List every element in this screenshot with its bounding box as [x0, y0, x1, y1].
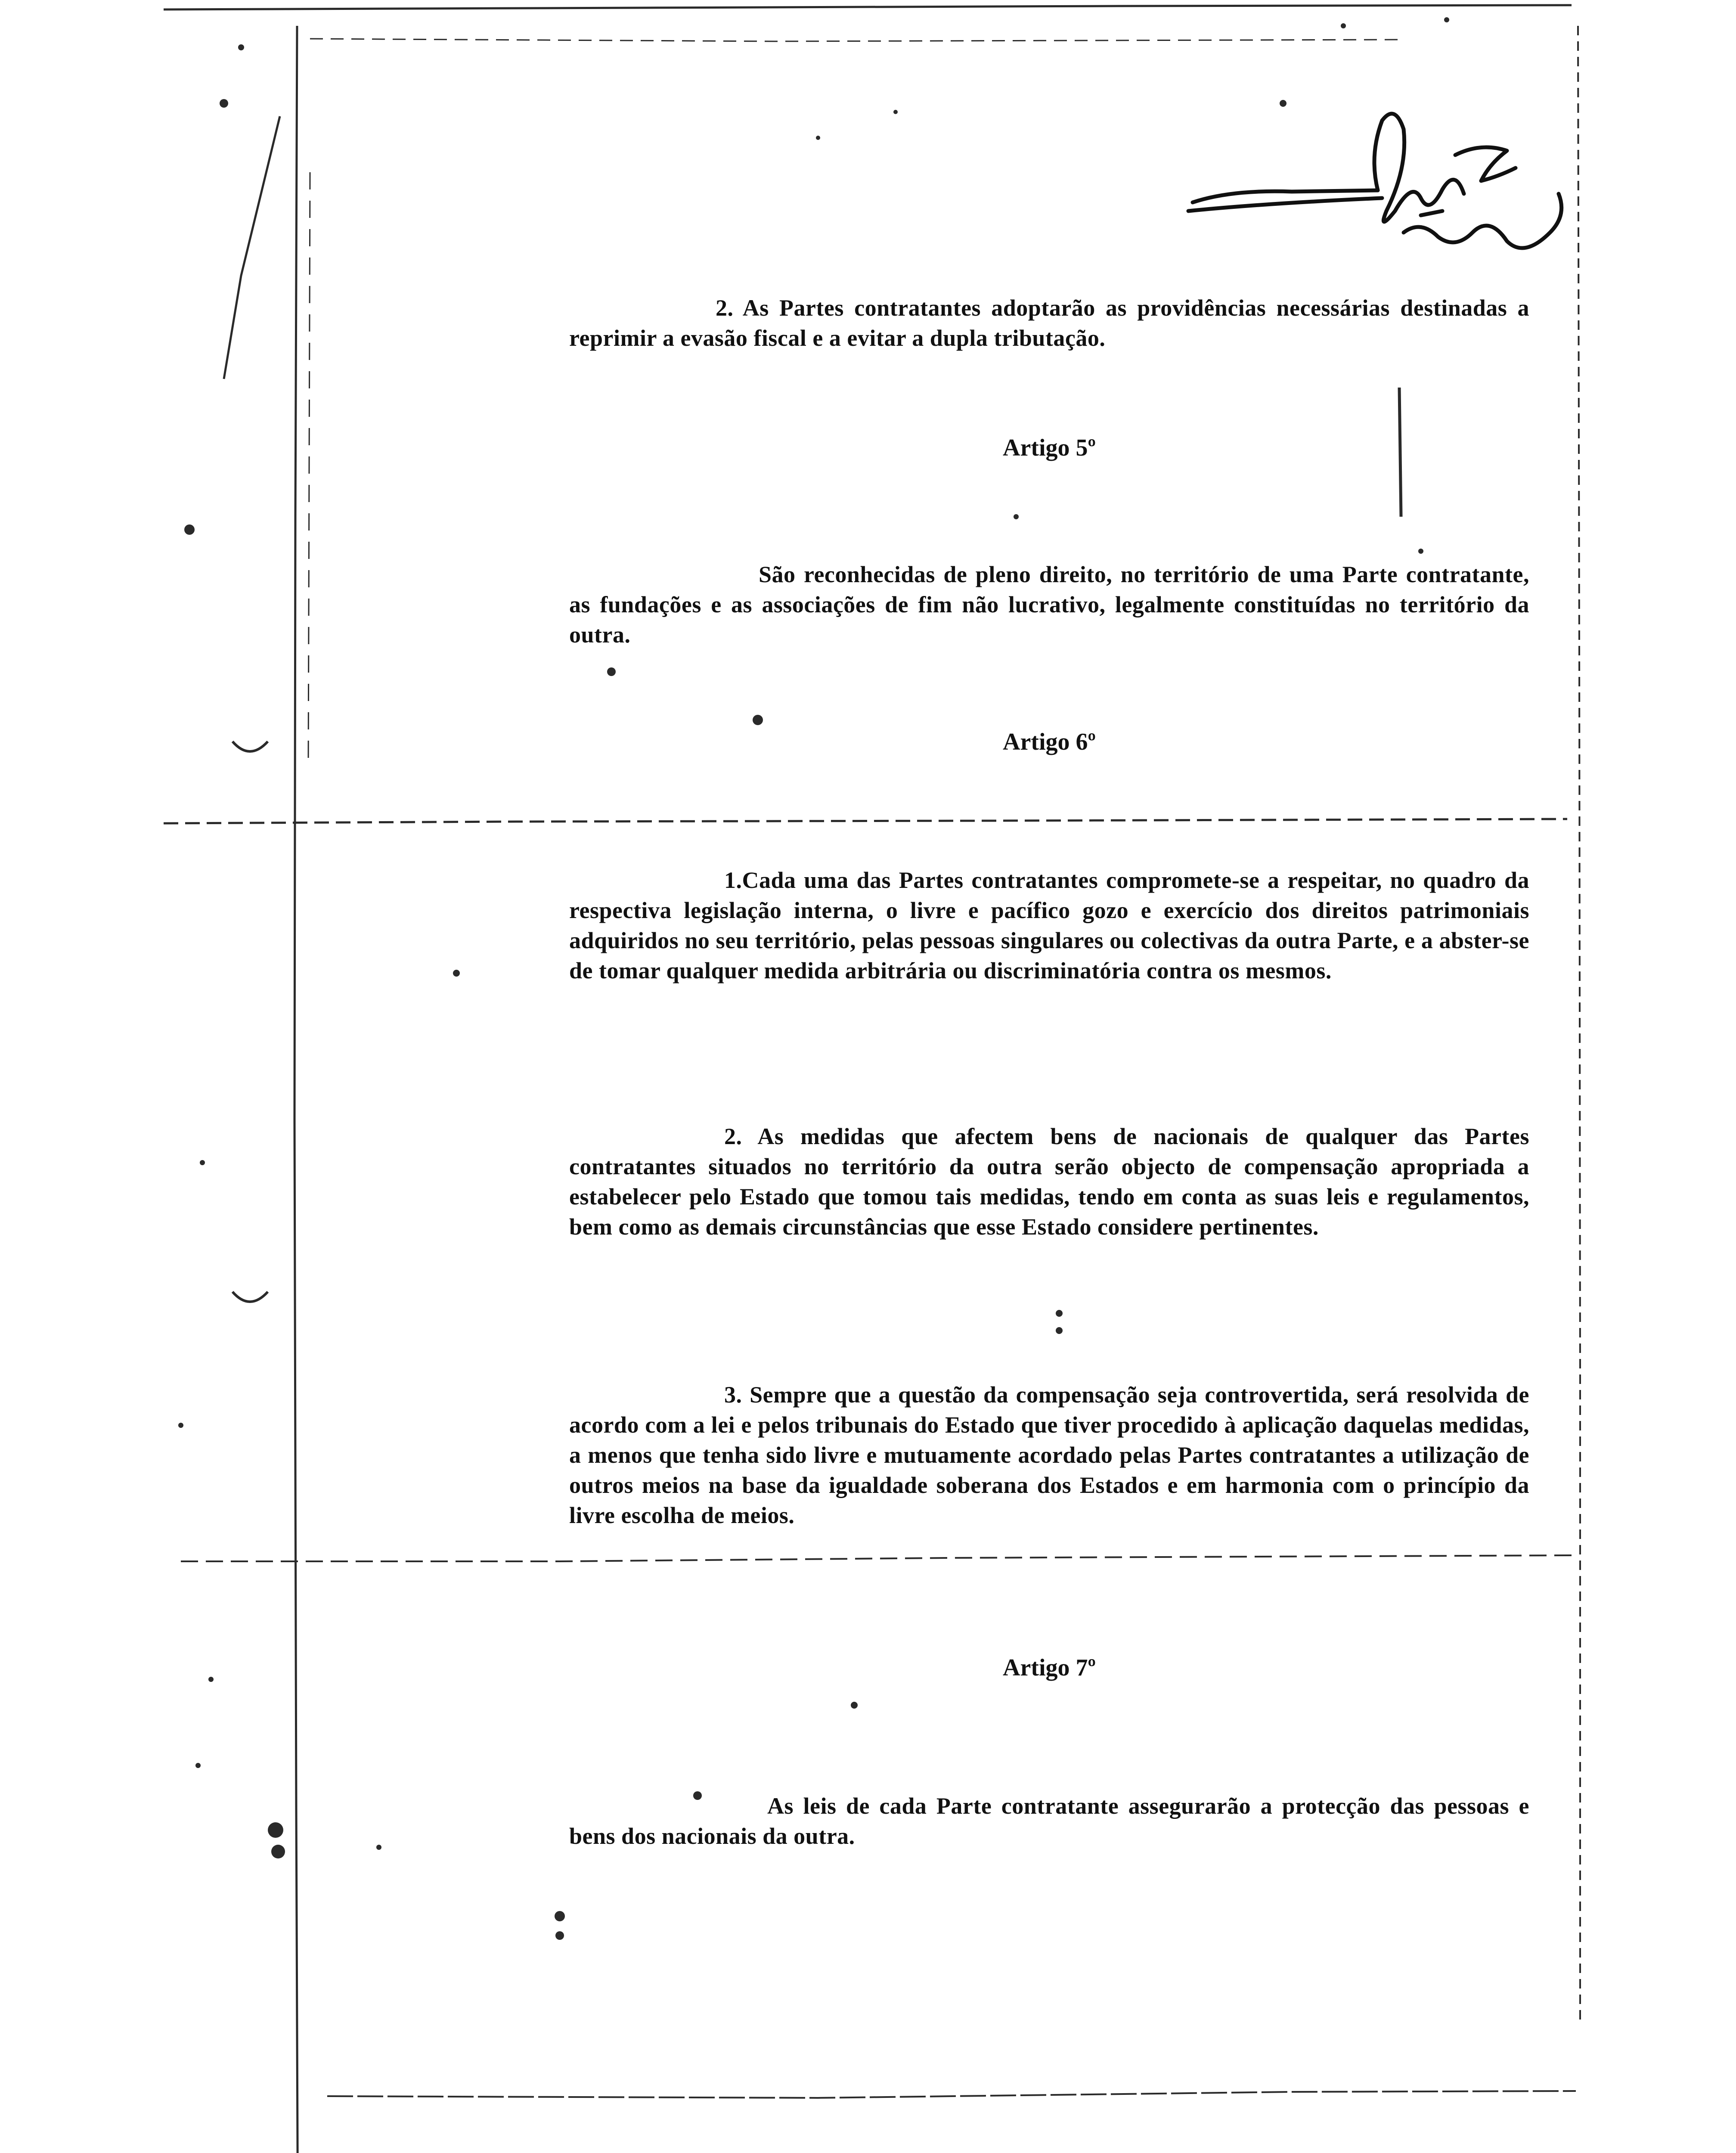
heading-artigo-5: Artigo 5º — [1003, 434, 1096, 461]
paragraph-art5: São reconhecidas de pleno direito, no território de uma Parte contratante, as fundações e as associações de fim não lucrativo, legalmente constituídas no território da outra. — [569, 562, 1529, 648]
heading-artigo-6: Artigo 6º — [1003, 729, 1096, 755]
paragraph-art6-2: 2. As medidas que afectem bens de nacionais de qualquer das Partes contratantes situados no território da outra serão objecto de compensação apropriada a estabelecer pelo Estado que tomou tais medidas, tendo em conta as suas leis e regulamentos, bem como as demais circunstâncias que esse Estado considere pertinentes. — [569, 1123, 1529, 1240]
paragraph-art7: As leis de cada Parte contratante assegurarão a protecção das pessoas e bens dos nacionais da outra. — [569, 1793, 1529, 1849]
heading-artigo-7: Artigo 7º — [1003, 1654, 1096, 1681]
paragraph-art4-2: 2. As Partes contratantes adoptarão as providências necessárias destinadas a reprimir a evasão fiscal e a evitar a dupla tributação. — [569, 295, 1529, 351]
paragraph-art6-1: 1.Cada uma das Partes contratantes compromete-se a respeitar, no quadro da respectiva legislação interna, o livre e pacífico gozo e exercício dos direitos patrimoniais adquiridos no seu território, pelas pessoas singulares ou colectivas da outra Parte, e a abster-se de tomar qualquer medida arbitrária ou discriminatória contra os mesmos. — [569, 867, 1529, 983]
paragraph-art6-3: 3. Sempre que a questão da compensação seja controvertida, será resolvida de acordo com a lei e pelos tribunais do Estado que tiver procedido à aplicação daquelas medidas, a menos que tenha sido livre e mutuamente acordado pelas Partes contratantes a utilização de outros meios na base da igualdade soberana dos Estados e em harmonia com o princípio da livre escolha de meios. — [569, 1382, 1529, 1528]
